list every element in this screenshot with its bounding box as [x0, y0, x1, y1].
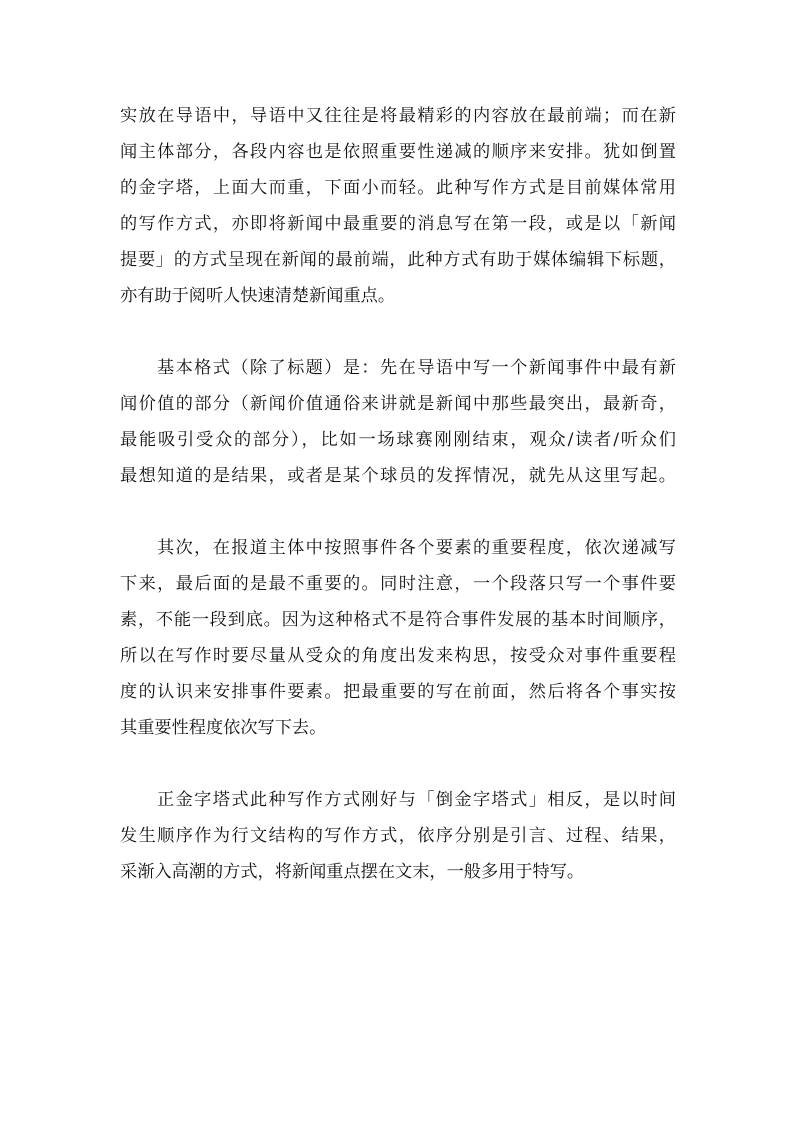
text-line: 最想知道的是结果，或者是某个球员的发挥情况，就先从这里写起。: [120, 466, 676, 486]
text-line: 闻主体部分，各段内容也是依照重要性递减的顺序来安排。犹如倒置: [120, 142, 676, 162]
paragraph-2: [120, 350, 676, 494]
text-line: 实放在导语中，导语中又往往是将最精彩的内容放在最前端；而在新: [120, 106, 676, 126]
text-line: 发生顺序作为行文结构的写作方式，依序分别是引言、过程、结果，: [120, 826, 676, 846]
text-line: 素，不能一段到底。因为这种格式不是符合事件发展的基本时间顺序，: [120, 610, 676, 630]
text-line: 最能吸引受众的部分），比如一场球赛刚刚结束，观众/读者/听众们: [120, 430, 676, 450]
text-line: 度的认识来安排事件要素。把最重要的写在前面，然后将各个事实按: [120, 682, 676, 702]
text-line: 所以在写作时要尽量从受众的角度出发来构思，按受众对事件重要程: [120, 646, 676, 666]
paragraph-3: [120, 530, 676, 746]
text-line: 的金字塔，上面大而重，下面小而轻。此种写作方式是目前媒体常用: [120, 178, 676, 198]
text-line: 基本格式（除了标题）是：先在导语中写一个新闻事件中最有新: [157, 358, 676, 378]
document-page: [120, 98, 676, 926]
text-line: 其次，在报道主体中按照事件各个要素的重要程度，依次递减写: [157, 538, 676, 558]
text-line: 采渐入高潮的方式，将新闻重点摆在文末，一般多用于特写。: [120, 862, 585, 882]
text-line: 提要」的方式呈现在新闻的最前端，此种方式有助于媒体编辑下标题，: [120, 250, 676, 270]
text-line: 其重要性程度依次写下去。: [120, 718, 327, 738]
text-line: 的写作方式，亦即将新闻中最重要的消息写在第一段，或是以「新闻: [120, 214, 676, 234]
text-line: 亦有助于阅听人快速清楚新闻重点。: [120, 286, 396, 306]
paragraph-4: [120, 782, 676, 890]
text-line: 正金字塔式此种写作方式刚好与「倒金字塔式」相反，是以时间: [157, 790, 676, 810]
text-line: 下来，最后面的是最不重要的。同时注意，一个段落只写一个事件要: [120, 574, 676, 594]
text-line: 闻价值的部分（新闻价值通俗来讲就是新闻中那些最突出，最新奇，: [120, 394, 676, 414]
paragraph-1: [120, 98, 676, 314]
